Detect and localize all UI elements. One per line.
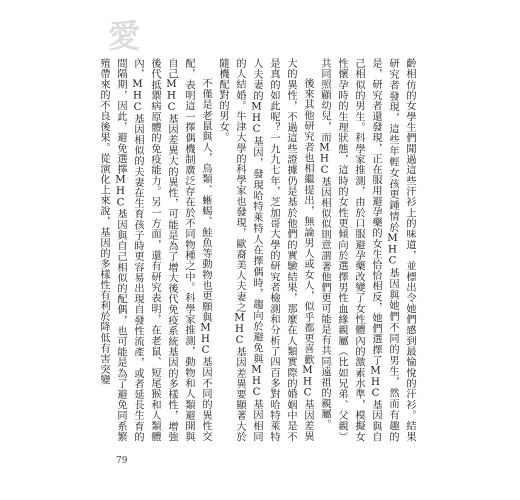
page-number: 79 [116, 456, 128, 466]
paragraph: 不僅是老鼠與人，鳥類、蜥蜴、鮭魚等動物也更願與MHC基因不同的異性交配，表明這一擇偶機制廣泛存在於不同物種之中。科學家推測，動物和人類避開與自己MHC基因差異大的異性，可能是為了增大後代免疫系統基因的多樣性，增強後代抵禦病原體的免疫能力。另一方面，還有研究表明，在老鼠、短尾猴和人類體內，MHC基因相似的夫妻在生育孩子時更容易出現自發性流產，或者延長生育的間隔期，因此，避免選擇MHC基因與自己相似的配偶，也可能是為了避免同系繁殖帶來的不良後果。從演化上來說，基因的多樣性有利於降低有害突變 [98, 58, 211, 442]
paragraph: 齡相仿的女學生們聞過這些汗衫上的味道，並標出令她們感到最愉悅的汗衫。結果研究者發現，這些年輕女孩更鍾情於MHC基因與她們不同的男生，然而有趣的是，研究者還發現，正在服用避孕藥的女生恰恰相反，她們選擇了MHC基因與自己相似的男生。科學家推測，由於口服避孕藥改變了女性體內的激素水準，模擬女性懷孕時的生理狀態，這時的女性更傾向於選擇男性血緣親屬（比如兄弟、父親）共同照顧幼兒，而MHC基因相似似則意謂著他們更可能是有共同遠祖的親屬。 [319, 58, 415, 442]
paragraph: 後來其他研究者也相繼提出，無論男人或女人，似乎都更喜歡MHC基因差異大的異性，不過這些證據仍是基於他們的實驗結果，那麼在人類實際的婚姻中是不是真的如此呢？一九九七年，芝加哥大學的研究者檢測和分析了四百多對哈特萊特人夫妻的MHC基因，發現哈特萊特人在擇偶時，趨向於避免與MHC基因相同的人結婚。牛津大學的科學家也發現，歐裔美人夫妻之MHC基因差異要顯著大於隨機配對的男女。 [217, 58, 313, 442]
love-character-watermark: 愛 [108, 17, 141, 55]
vertical-body-text [98, 58, 418, 442]
